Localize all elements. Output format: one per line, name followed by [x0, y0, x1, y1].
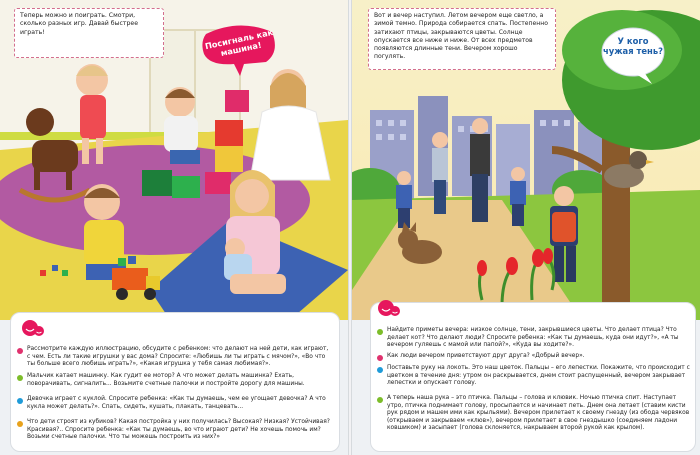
right-page — [352, 0, 700, 455]
tip-bullet-2 — [377, 355, 383, 361]
left-tips-panel — [10, 312, 340, 452]
right-tip-2: Как люди вечером приветствуют друг друга? «Добрый вечер». — [387, 353, 585, 359]
tip-bullet-1 — [377, 329, 383, 335]
smiley-icons — [377, 297, 401, 319]
tip-bullet-3 — [377, 367, 383, 373]
right-tip-1: Найдите приметы вечера: низкое солнце, тени, закрывшиеся цветы. Что делает птица? Что делает кот? Что делают люди? Спросите ребенка: «Как ты думаешь, куда они идут?», «А ты вечером гуляешь с мамой или папой?», «Куда вы ходите?». — [387, 327, 679, 349]
intro-text-box — [14, 8, 164, 58]
tip-bullet-2 — [17, 375, 23, 381]
right-tips-panel — [370, 302, 696, 452]
right-tip-4: А теперь наша рука – это птичка. Пальцы – голова и клювик. Ночью птичка спит. Наступает утро, птичка поднимает голову, просыпается и начинает петь. Днем она летает (ставим кисти рук рядом и машем ими как крыльями). Вечером прилетает к своему гнезду (из обода червяков (открываем и закрываем «клюв»), вечером прилетает в свое гнездышко (соединяем ладони ковшиком) и засыпает (голова склоняется, накрываем второй рукой как крылом). — [387, 395, 690, 432]
speech-bubble-text: Посигналь как машина! — [204, 27, 274, 59]
left-tip-2: Мальчик катает машинку. Как гудит ее мотор? А что может делать машинка? Ехать, поворачивать, сигналить... Возьмите счетные палочки и постройте дорогу для машины. — [27, 373, 305, 387]
smiley-icons — [21, 317, 45, 339]
intro-text: Теперь можно и поиграть. Смотри, сколько разных игр. Давай быстрее играть! — [20, 12, 139, 36]
evening-text: Вот и вечер наступил. Летом вечером еще светло, а зимой темно. Природа собирается спать. Постепенно затихают птицы, закрываются цветы. Солнце опускается все ниже и ниже. От всех предметов появляются длинные тени. Вечером хорошо погулять. — [374, 12, 548, 61]
left-tip-3: Девочка играет с куклой. Спросите ребенка: «Как ты думаешь, чем ее угощает девочка? А что кукла может делать?». Спать, сидеть, кушать, плакать, танцевать... — [27, 396, 326, 410]
tip-bullet-4 — [17, 421, 23, 427]
question-bubble-text: У кого чужая тень? — [603, 36, 663, 56]
tip-bullet-3 — [17, 398, 23, 404]
left-page — [0, 0, 348, 455]
evening-text-box — [368, 8, 556, 70]
right-tip-3: Поставьте руку на локоть. Это наш цветок. Пальцы – его лепестки. Покажите, что происходит с цветком в течение дня: утром он раскрывается, днем стоит распущенный, вечером закрывает лепестки и опускает голову. — [387, 365, 690, 387]
left-tip-4: Что дети строят из кубиков? Какая постройка у них получилась? Высокая? Низкая? Устойчивая? Красивая?.. Спросите ребенка: «Как ты думаешь, во что играют дети? Не хочешь помочь им? Возьми счетные палочки. Что ты можешь построить из них?» — [27, 419, 330, 441]
left-tip-1: Рассмотрите каждую иллюстрацию, обсудите с ребенком: что делают на ней дети, как играют, с чем. Есть ли такие игрушки у вас дома? Спросите: «Любишь ли ты играть с мячом?», «Во что ты больше всего любишь играть?», «Какая игрушка у тебя самая любимая?». — [27, 346, 329, 368]
tip-bullet-4 — [377, 397, 383, 403]
tip-bullet-1 — [17, 348, 23, 354]
